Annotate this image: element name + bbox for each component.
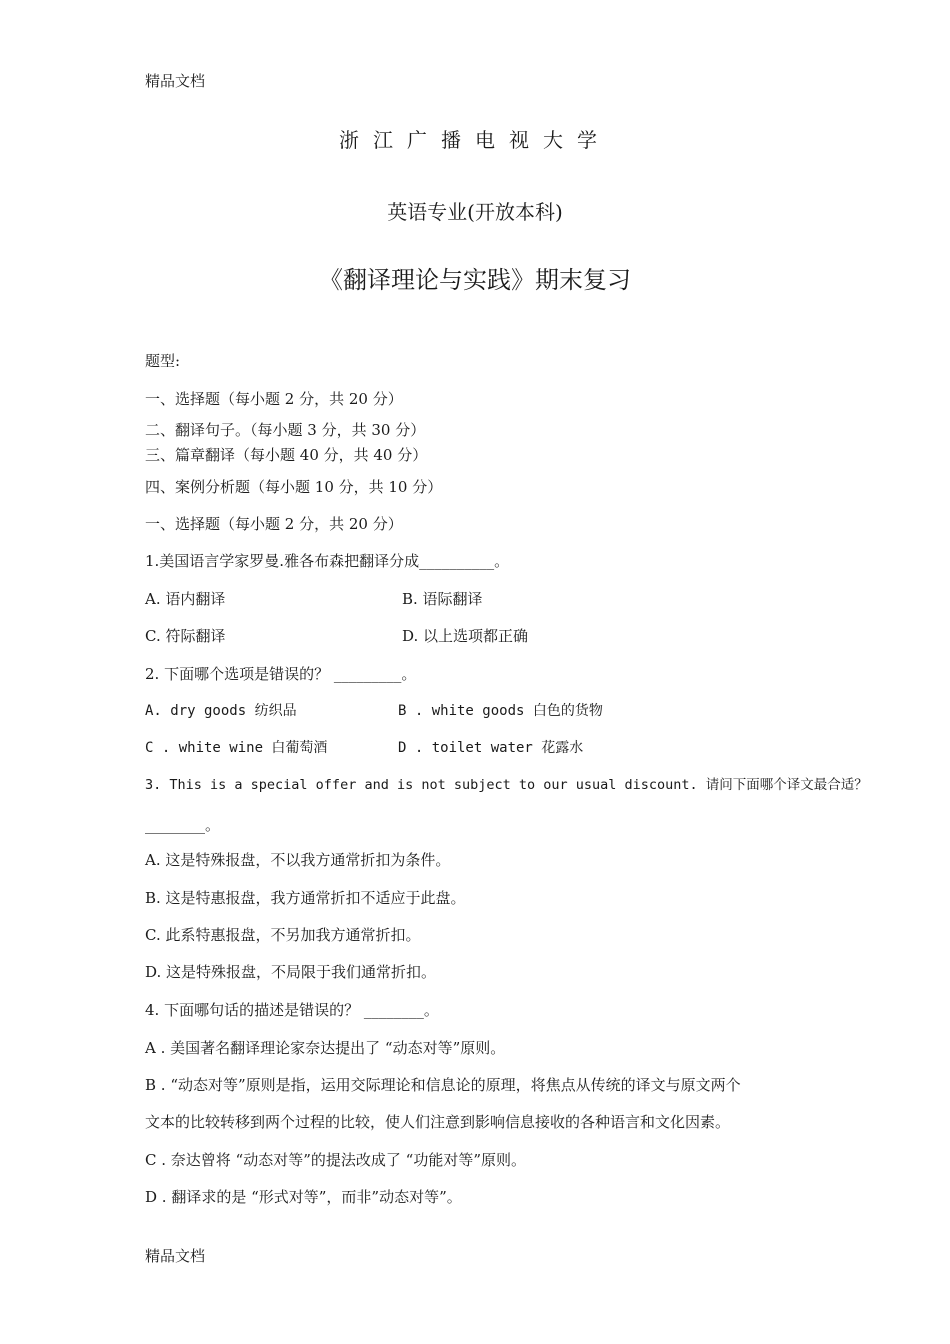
question-3-option-b: B. 这是特惠报盘，我方通常折扣不适应于此盘。	[145, 889, 466, 907]
question-type-item: 一、选择题（每小题 2 分，共 20 分）	[145, 390, 403, 408]
question-2-option-c: C . white wine 白葡萄酒	[145, 740, 328, 756]
question-4-stem: 4. 下面哪句话的描述是错误的？ ________。	[145, 1001, 439, 1019]
question-3-option-a: A. 这是特殊报盘，不以我方通常折扣为条件。	[145, 851, 451, 869]
page-footer: 精品文档	[145, 1247, 206, 1265]
question-1-option-b: B. 语际翻译	[402, 590, 483, 608]
question-1-option-a: A. 语内翻译	[145, 590, 226, 608]
question-1-option-c: C. 符际翻译	[145, 627, 226, 645]
question-3-stem: 3. This is a special offer and is not subject to our usual discount. 请问下面哪个译文最合适？	[145, 777, 868, 793]
question-2-option-d: D . toilet water 花露水	[398, 740, 584, 756]
question-3-option-d: D. 这是特殊报盘，不局限于我们通常折扣。	[145, 963, 437, 981]
question-type-item: 三、篇章翻译（每小题 40 分，共 40 分）	[145, 446, 428, 464]
question-4-option-b-line1: B . “动态对等”原则是指，运用交际理论和信息论的原理，将焦点从传统的译文与原文两个	[145, 1076, 741, 1094]
page-header: 精品文档	[145, 72, 206, 90]
question-types-label: 题型:	[145, 352, 181, 370]
question-4-option-a: A . 美国著名翻译理论家奈达提出了 “动态对等”原则。	[145, 1039, 506, 1057]
question-2-stem: 2. 下面哪个选项是错误的？ _________。	[145, 665, 417, 683]
question-2-option-b: B . white goods 白色的货物	[398, 703, 603, 719]
question-1-option-d: D. 以上选项都正确	[402, 627, 529, 645]
question-type-item: 四、案例分析题（每小题 10 分，共 10 分）	[145, 478, 443, 496]
question-2-option-a: A. dry goods 纺织品	[145, 703, 297, 719]
question-4-option-b-line2: 文本的比较转移到两个过程的比较，使人们注意到影响信息接收的各种语言和文化因素。	[145, 1113, 731, 1131]
question-3-option-c: C. 此系特惠报盘，不另加我方通常折扣。	[145, 926, 421, 944]
question-3-blank: ________。	[145, 816, 221, 834]
university-title: 浙江广播电视大学	[339, 128, 611, 152]
question-4-option-d: D . 翻译求的是 “形式对等”，而非”动态对等”。	[145, 1188, 462, 1206]
section-heading: 一、选择题（每小题 2 分，共 20 分）	[145, 515, 403, 533]
major-title: 英语专业(开放本科)	[387, 200, 563, 224]
question-1-stem: 1.美国语言学家罗曼.雅各布森把翻译分成__________。	[145, 552, 510, 570]
question-type-item: 二、翻译句子。（每小题 3 分，共 30 分）	[145, 421, 426, 439]
course-title: 《翻译理论与实践》期末复习	[319, 266, 631, 294]
question-4-option-c: C . 奈达曾将 “动态对等”的提法改成了 “功能对等”原则。	[145, 1151, 526, 1169]
